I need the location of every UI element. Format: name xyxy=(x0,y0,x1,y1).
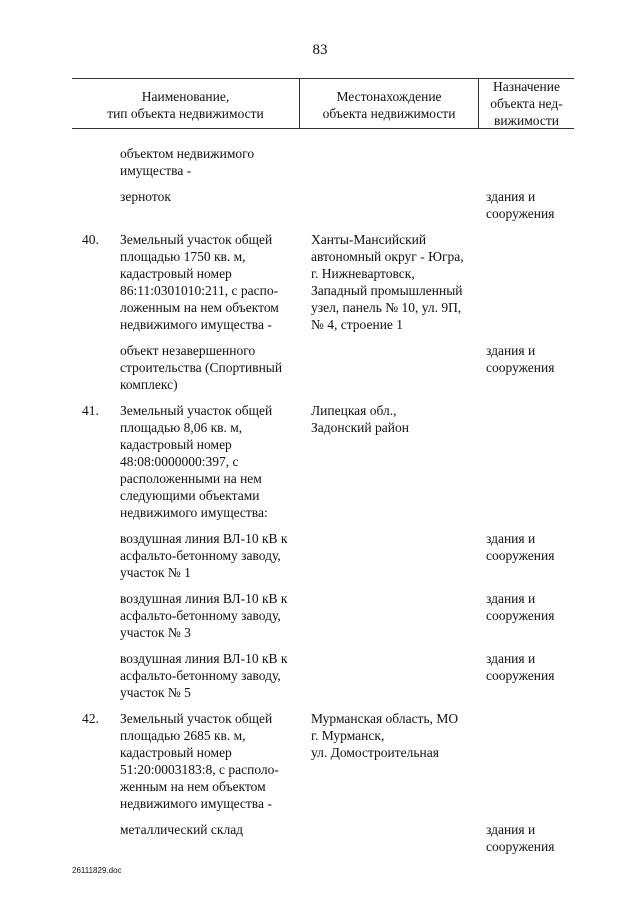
table-row xyxy=(0,188,640,222)
table-row xyxy=(0,590,640,641)
object-name: объектом недвижимого имущества - xyxy=(120,146,255,178)
row-number: 41. xyxy=(82,403,99,418)
table-row xyxy=(0,821,640,855)
object-name: Земельный участок общей площадью 2685 кв. м, кадастровый номер 51:20:0003183:8, с располо- женным на нем объектом недвижимого имущества - xyxy=(120,711,279,811)
table-row xyxy=(0,530,640,581)
table-body xyxy=(0,145,640,864)
object-purpose: здания и сооружения xyxy=(486,822,555,854)
object-name: воздушная линия ВЛ-10 кВ к асфальто-бетонному заводу, участок № 1 xyxy=(120,531,288,580)
object-name: воздушная линия ВЛ-10 кВ к асфальто-бетонному заводу, участок № 5 xyxy=(120,651,288,700)
table-row xyxy=(0,231,640,333)
object-purpose: здания и сооружения xyxy=(486,343,555,375)
object-name: Земельный участок общей площадью 8,06 кв. м, кадастровый номер 48:08:0000000:397, с расположенными на нем следующими объектами недвижимого имущества: xyxy=(120,403,273,520)
table-row xyxy=(0,650,640,701)
object-location: Липецкая обл., Задонский район xyxy=(311,403,409,435)
object-name: объект незавершенного строительства (Спортивный комплекс) xyxy=(120,343,283,392)
object-name: зерноток xyxy=(120,189,171,204)
row-number: 42. xyxy=(82,711,99,726)
table-row xyxy=(0,402,640,521)
table-row xyxy=(0,145,640,179)
object-location: Мурманская область, МО г. Мурманск, ул. Домостроительная xyxy=(311,711,459,760)
object-name: металлический склад xyxy=(120,822,244,837)
table-row xyxy=(0,710,640,812)
row-number: 40. xyxy=(82,232,99,247)
table-row xyxy=(0,342,640,393)
column-header-purpose: Назначение объекта нед- вижимости xyxy=(490,79,563,128)
object-purpose: здания и сооружения xyxy=(486,591,555,623)
object-name: воздушная линия ВЛ-10 кВ к асфальто-бетонному заводу, участок № 3 xyxy=(120,591,288,640)
page-number: 83 xyxy=(312,42,328,58)
object-location: Ханты-Мансийский автономный округ - Югра, г. Нижневартовск, Западный промышленный узел, панель № 10, ул. 9П, № 4, строение 1 xyxy=(311,232,464,332)
object-purpose: здания и сооружения xyxy=(486,651,555,683)
object-purpose: здания и сооружения xyxy=(486,189,555,221)
column-header-name: Наименование, тип объекта недвижимости xyxy=(107,89,264,121)
footer-filename: 26111829.doc xyxy=(72,866,122,875)
object-purpose: здания и сооружения xyxy=(486,531,555,563)
column-header-location: Местонахождение объекта недвижимости xyxy=(322,89,456,121)
object-name: Земельный участок общей площадью 1750 кв. м, кадастровый номер 86:11:0301010:211, с распо- ложенным на нем объектом недвижимого имущества - xyxy=(120,232,279,332)
